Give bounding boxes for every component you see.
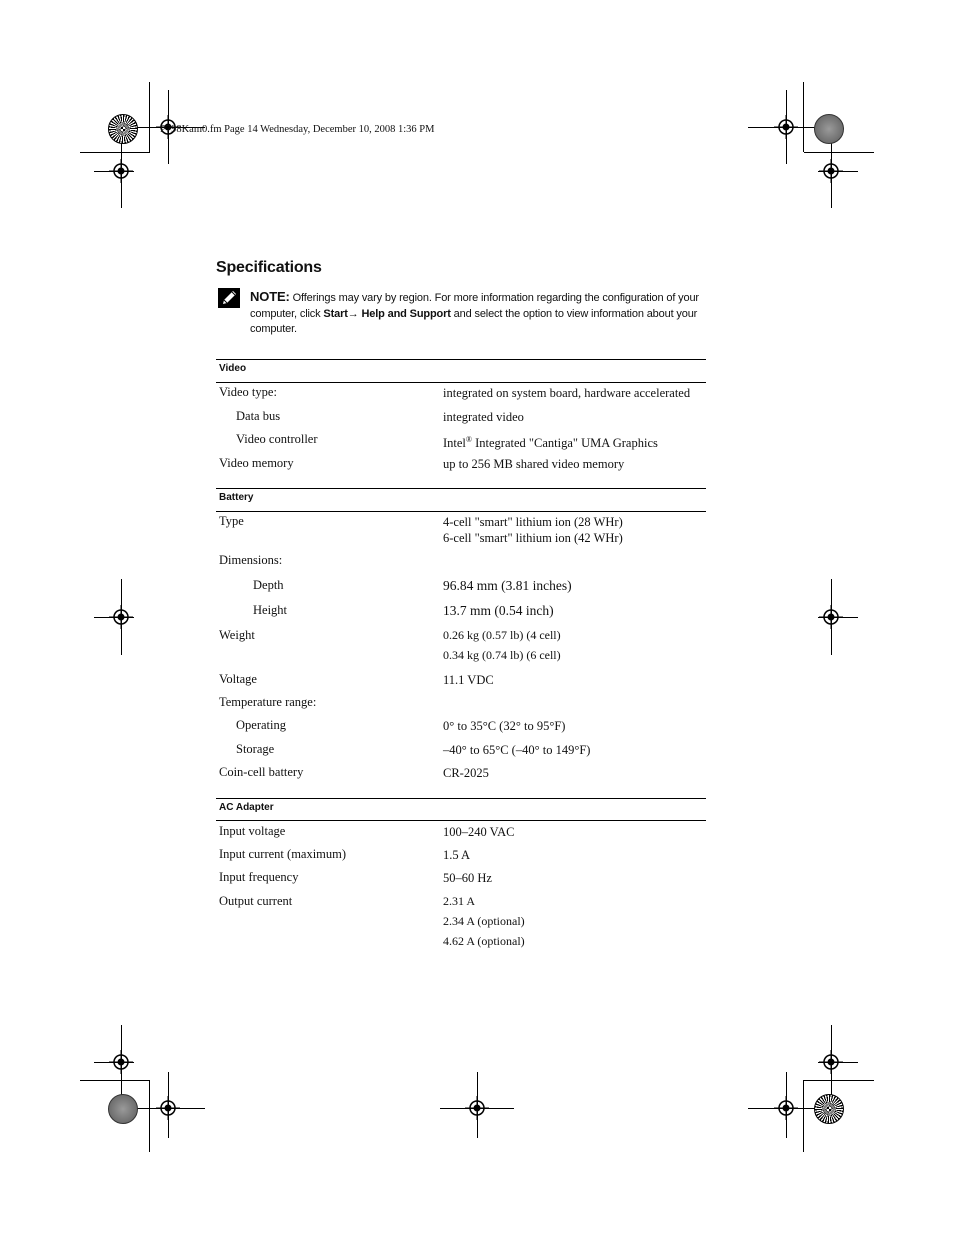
battery-type-value: 4-cell "smart" lithium ion (28 WHr) 6-cell "smart" lithium ion (42 WHr) xyxy=(443,515,623,545)
file-info-header: P798Kam0.fm Page 14 Wednesday, December 10, 2008 1:36 PM xyxy=(160,124,435,135)
depth-label: Depth xyxy=(253,578,284,592)
video-type-label: Video type: xyxy=(219,385,277,399)
registration-star-icon xyxy=(814,1094,844,1124)
section-divider xyxy=(216,820,706,821)
data-bus-value: integrated video xyxy=(443,410,524,424)
section-divider xyxy=(216,488,706,489)
storage-label: Storage xyxy=(236,742,275,756)
section-divider xyxy=(216,382,706,383)
video-controller-value: Intel® Integrated "Cantiga" UMA Graphics xyxy=(443,435,658,451)
registration-target-icon xyxy=(774,1096,798,1120)
voltage-value: 11.1 VDC xyxy=(443,673,494,687)
video-controller-label: Video controller xyxy=(236,432,318,446)
operating-value: 0° to 35°C (32° to 95°F) xyxy=(443,719,566,733)
section-divider xyxy=(216,511,706,512)
registration-target-icon xyxy=(109,605,133,629)
input-frequency-label: Input frequency xyxy=(219,870,299,884)
gray-balance-icon xyxy=(814,114,844,144)
height-label: Height xyxy=(253,603,288,617)
registration-target-icon xyxy=(819,159,843,183)
registration-target-icon xyxy=(109,1050,133,1074)
note-text: NOTE: Offerings may vary by region. For more information regarding the configuration of your computer, click Start→ Help and Support and select the option to view information about your computer. xyxy=(250,289,699,335)
video-type-value: integrated on system board, hardware accelerated xyxy=(443,386,691,400)
note-label: NOTE: xyxy=(250,289,290,304)
operating-label: Operating xyxy=(236,718,286,732)
section-divider xyxy=(216,798,706,799)
weight-label: Weight xyxy=(219,628,255,642)
depth-value: 96.84 mm (3.81 inches) xyxy=(443,578,572,593)
section-divider xyxy=(216,359,706,360)
output-current-label: Output current xyxy=(219,894,293,908)
temperature-range-label: Temperature range: xyxy=(219,695,317,709)
help-support-ref: Help and Support xyxy=(361,307,451,320)
output-current-value: 2.31 A 2.34 A (optional) 4.62 A (optional) xyxy=(443,894,525,948)
gray-balance-icon xyxy=(108,1094,138,1124)
input-voltage-value: 100–240 VAC xyxy=(443,825,515,839)
input-current-label: Input current (maximum) xyxy=(219,847,347,861)
start-menu-ref: Start xyxy=(323,307,348,320)
registration-target-icon xyxy=(774,115,798,139)
voltage-label: Voltage xyxy=(219,672,257,686)
video-heading: Video xyxy=(219,363,247,374)
registration-target-icon xyxy=(109,159,133,183)
registration-target-icon xyxy=(465,1096,489,1120)
ac-adapter-heading: AC Adapter xyxy=(219,802,274,813)
video-memory-value: up to 256 MB shared video memory xyxy=(443,457,625,471)
height-value: 13.7 mm (0.54 inch) xyxy=(443,603,554,618)
data-bus-label: Data bus xyxy=(236,409,281,423)
registration-target-icon xyxy=(819,605,843,629)
page-title: Specifications xyxy=(216,259,322,276)
battery-heading: Battery xyxy=(219,492,254,503)
coin-cell-label: Coin-cell battery xyxy=(219,765,304,779)
registration-star-icon xyxy=(108,114,138,144)
input-current-value: 1.5 A xyxy=(443,848,471,862)
dimensions-label: Dimensions: xyxy=(219,553,283,567)
input-voltage-label: Input voltage xyxy=(219,824,286,838)
video-memory-label: Video memory xyxy=(219,456,294,470)
registration-target-icon xyxy=(156,1096,180,1120)
registration-target-icon xyxy=(819,1050,843,1074)
note-pencil-icon xyxy=(218,288,240,308)
battery-type-label: Type xyxy=(219,514,244,528)
coin-cell-value: CR-2025 xyxy=(443,766,489,780)
storage-value: –40° to 65°C (–40° to 149°F) xyxy=(443,743,591,757)
weight-value: 0.26 kg (0.57 lb) (4 cell) 0.34 kg (0.74 lb) (6 cell) xyxy=(443,628,561,662)
input-frequency-value: 50–60 Hz xyxy=(443,871,492,885)
